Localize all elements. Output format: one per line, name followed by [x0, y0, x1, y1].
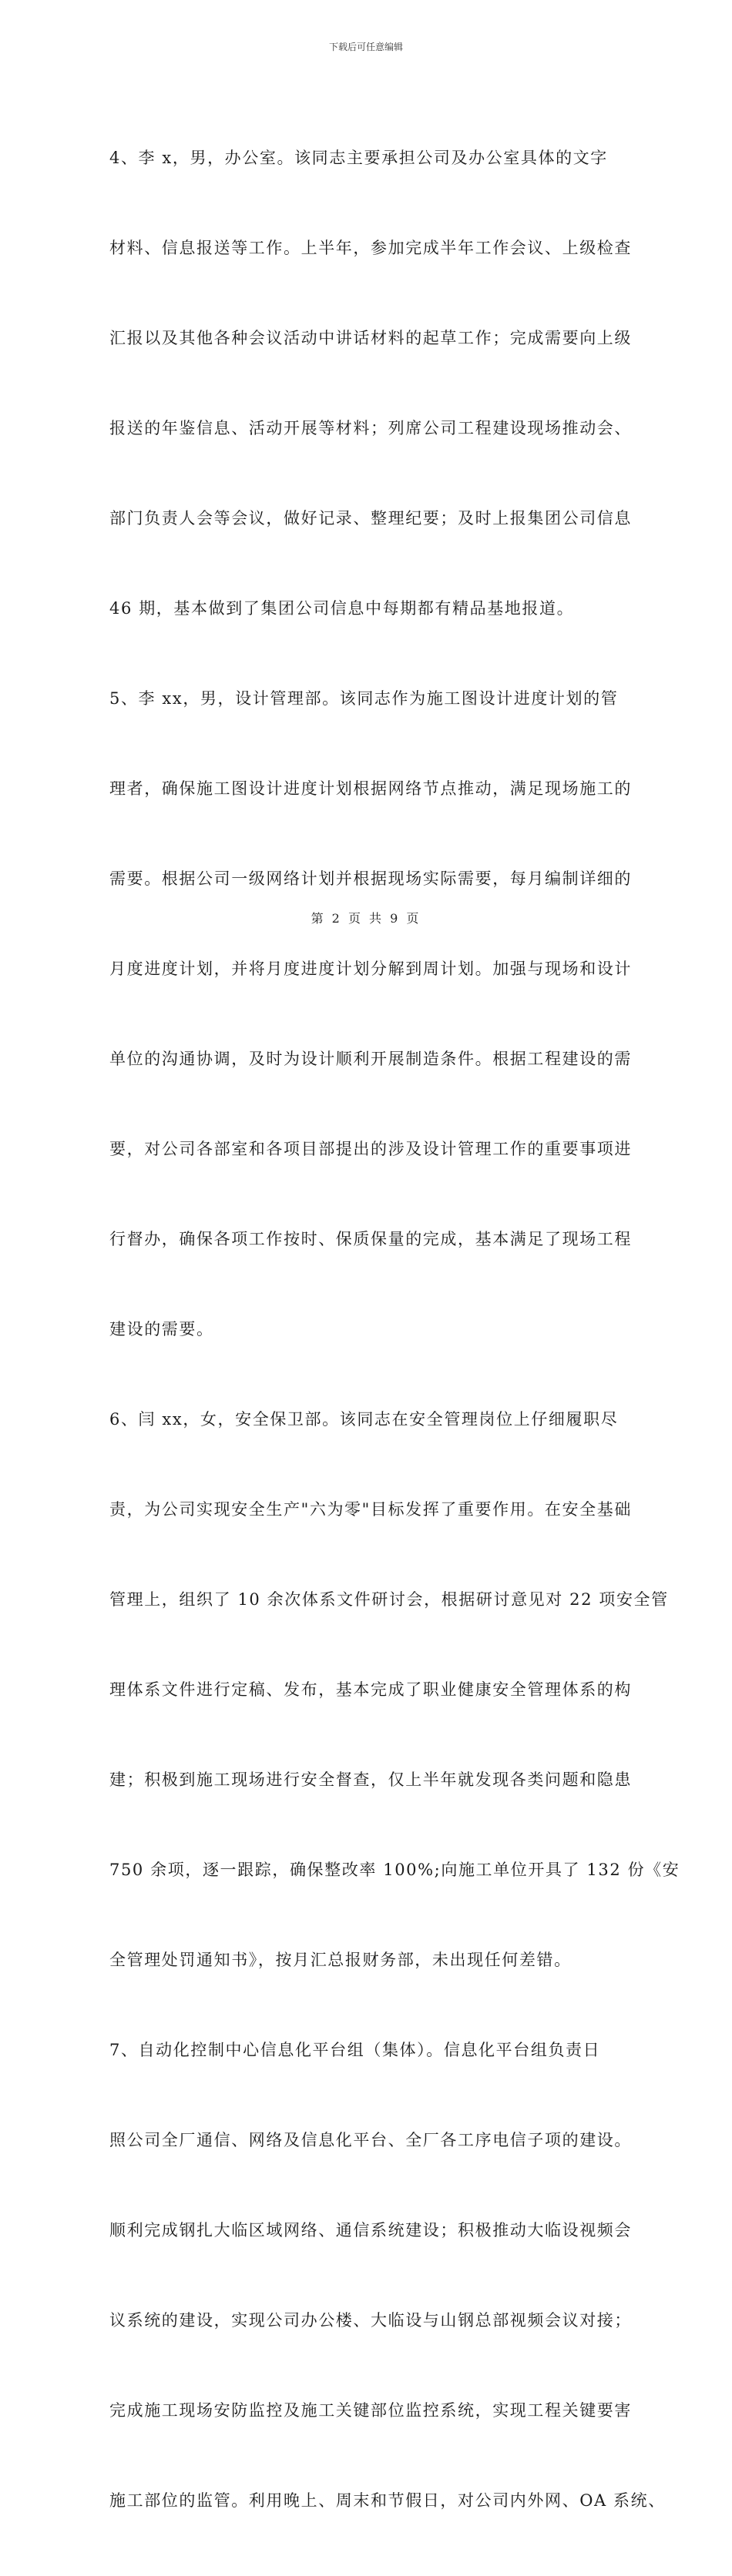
text-line: 理体系文件进行定稿、发布，基本完成了职业健康安全管理体系的构: [109, 1680, 632, 1699]
text-line: 全管理处罚通知书》，按月汇总报财务部，未出现任何差错。: [109, 1951, 572, 1969]
text-line: 建设的需要。: [109, 1320, 214, 1338]
text-line: 管理上，组织了 10 余次体系文件研讨会，根据研讨意见对 22 项安全管: [109, 1590, 669, 1609]
body-text: [109, 83, 680, 2576]
text-line: 行督办，确保各项工作按时、保质保量的完成，基本满足了现场工程: [109, 1230, 632, 1248]
text-line: 完成施工现场安防监控及施工关键部位监控系统，实现工程关键要害: [109, 2401, 632, 2420]
text-line: 单位的沟通协调，及时为设计顺利开展制造条件。根据工程建设的需: [109, 1050, 632, 1068]
text-line: 汇报以及其他各种会议活动中讲话材料的起草工作；完成需要向上级: [109, 329, 632, 347]
text-line: 建；积极到施工现场进行安全督查，仅上半年就发现各类问题和隐患: [109, 1770, 632, 1789]
text-line: 要，对公司各部室和各项目部提出的涉及设计管理工作的重要事项进: [109, 1140, 632, 1158]
text-line: 顺利完成钢扎大临区域网络、通信系统建设；积极推动大临设视频会: [109, 2221, 632, 2239]
text-line: 4、李 x，男，办公室。该同志主要承担公司及办公室具体的文字: [109, 149, 608, 167]
text-line: 需要。根据公司一级网络计划并根据现场实际需要，每月编制详细的: [109, 869, 632, 888]
text-line: 5、李 xx，男，设计管理部。该同志作为施工图设计进度计划的管: [109, 689, 619, 708]
text-line: 责，为公司实现安全生产"六为零"目标发挥了重要作用。在安全基础: [109, 1500, 632, 1519]
page-header: 下载后可任意编辑: [328, 42, 403, 52]
text-line: 月度进度计划，并将月度进度计划分解到周计划。加强与现场和设计: [109, 960, 632, 978]
text-line: 议系统的建设，实现公司办公楼、大临设与山钢总部视频会议对接；: [109, 2311, 632, 2330]
text-line: 照公司全厂通信、网络及信息化平台、全厂各工序电信子项的建设。: [109, 2131, 632, 2149]
text-line: 46 期，基本做到了集团公司信息中每期都有精品基地报道。: [109, 599, 575, 618]
page-footer: 第 2 页 共 9 页: [311, 911, 421, 926]
text-line: 材料、信息报送等工作。上半年，参加完成半年工作会议、上级检查: [109, 239, 632, 257]
text-line: 6、闫 xx，女，安全保卫部。该同志在安全管理岗位上仔细履职尽: [109, 1410, 619, 1429]
text-line: 750 余项，逐一跟踪，确保整改率 100%;向施工单位开具了 132 份《安: [109, 1861, 680, 1879]
document-body: [109, 83, 680, 2576]
text-line: 理者，确保施工图设计进度计划根据网络节点推动，满足现场施工的: [109, 779, 632, 798]
text-line: 报送的年鉴信息、活动开展等材料；列席公司工程建设现场推动会、: [109, 419, 632, 437]
text-line: 7、自动化控制中心信息化平台组（集体）。信息化平台组负责日: [109, 2041, 601, 2059]
text-line: 施工部位的监管。利用晚上、周末和节假日，对公司内外网、OA 系统、: [109, 2491, 666, 2510]
text-line: 部门负责人会等会议，做好记录、整理纪要；及时上报集团公司信息: [109, 509, 632, 528]
